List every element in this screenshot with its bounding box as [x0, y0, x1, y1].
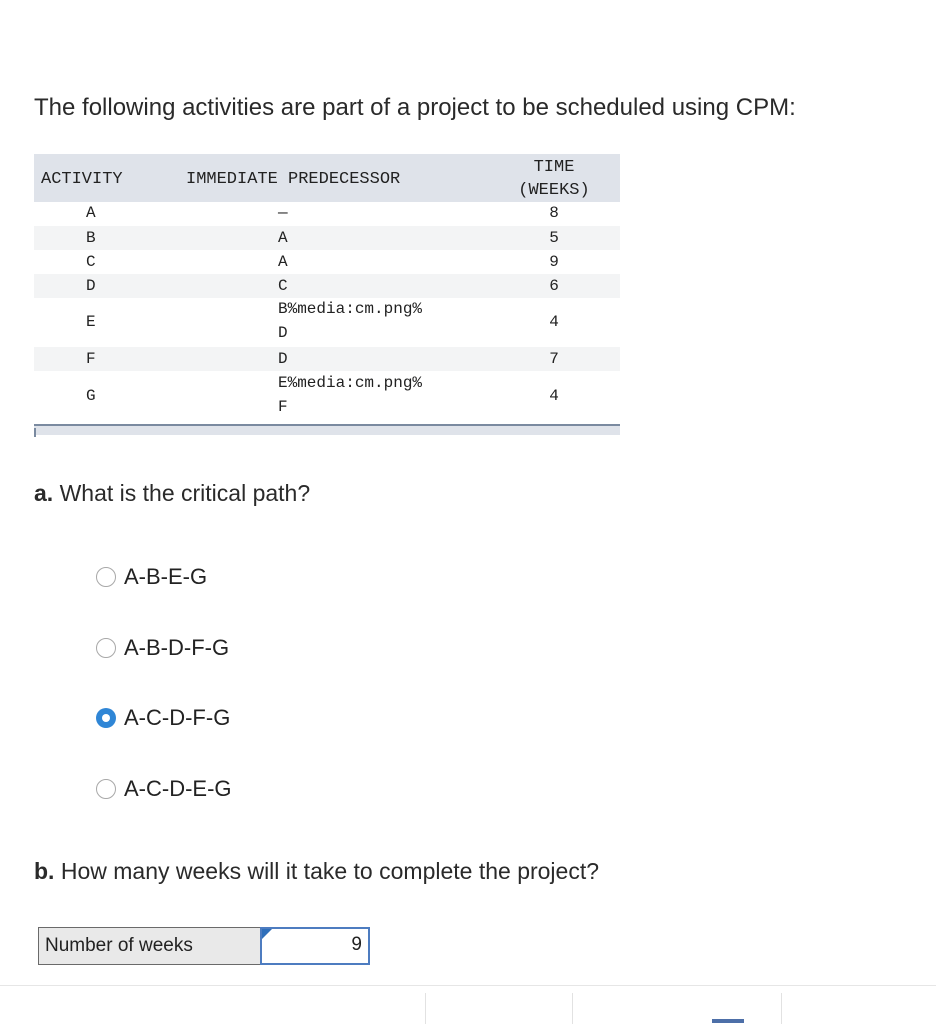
- row-time: 7: [549, 350, 559, 368]
- menu-icon[interactable]: [712, 1019, 744, 1023]
- row-predecessor-line2: F: [278, 398, 288, 416]
- header-time: [504, 156, 604, 202]
- option-label: A-B-D-F-G: [124, 635, 230, 660]
- row-predecessor: D: [278, 350, 288, 368]
- intro-text: The following activities are part of a project to be scheduled using CPM:: [34, 94, 796, 121]
- weeks-value: 9: [351, 934, 362, 955]
- header-predecessor: IMMEDIATE PREDECESSOR: [186, 170, 401, 189]
- row-activity: B: [86, 229, 96, 247]
- row-predecessor: E%media:cm.png%: [278, 374, 423, 392]
- option-label: A-B-E-G: [124, 564, 208, 589]
- table-footer: [34, 424, 620, 435]
- row-activity: E: [86, 313, 96, 331]
- bottom-separator: [781, 993, 782, 1024]
- radio-button[interactable]: [96, 567, 116, 587]
- answer-label: Number of weeks: [39, 928, 261, 964]
- row-time: 4: [549, 313, 559, 331]
- table-row: [34, 298, 620, 347]
- option-a-c-d-e-g[interactable]: [96, 776, 232, 802]
- option-label: A-C-D-E-G: [124, 776, 232, 801]
- question-b-text: How many weeks will it take to complete the project?: [54, 858, 600, 884]
- header-activity: ACTIVITY: [41, 170, 123, 189]
- row-time: 4: [549, 387, 559, 405]
- row-predecessor: A: [278, 253, 288, 271]
- table-row: [34, 274, 620, 298]
- table-row: [34, 347, 620, 371]
- option-label: A-C-D-F-G: [124, 705, 231, 730]
- row-predecessor: B%media:cm.png%: [278, 300, 423, 318]
- row-predecessor: A: [278, 229, 288, 247]
- question-a-text: What is the critical path?: [53, 480, 311, 506]
- question-b: [34, 858, 599, 885]
- radio-button[interactable]: [96, 638, 116, 658]
- header-time-line2: (WEEKS): [518, 181, 590, 200]
- table-header: [34, 154, 620, 202]
- table-row: [34, 202, 620, 226]
- activity-table: [34, 154, 620, 435]
- row-activity: A: [86, 204, 96, 222]
- header-time-line1: TIME: [533, 158, 575, 177]
- question-a-prefix: a.: [34, 480, 54, 506]
- table-row: [34, 250, 620, 274]
- row-predecessor: C: [278, 277, 288, 295]
- option-a-b-e-g[interactable]: [96, 564, 207, 590]
- option-a-c-d-f-g[interactable]: [96, 705, 230, 731]
- row-time: 8: [549, 204, 559, 222]
- row-activity: G: [86, 387, 96, 405]
- row-time: 5: [549, 229, 559, 247]
- table-footer-edge: [34, 428, 36, 437]
- row-time: 6: [549, 277, 559, 295]
- answer-row: [38, 927, 370, 965]
- table-row: [34, 371, 620, 421]
- bottom-separator: [425, 993, 426, 1024]
- radio-button-selected[interactable]: [96, 708, 116, 728]
- question-b-prefix: b.: [34, 858, 55, 884]
- weeks-input[interactable]: [260, 927, 370, 965]
- question-a: [34, 480, 310, 507]
- bottom-divider: [0, 985, 936, 986]
- bottom-separator: [572, 993, 573, 1024]
- row-predecessor: —: [278, 204, 288, 222]
- row-predecessor-line2: D: [278, 324, 288, 342]
- flag-icon: [262, 929, 272, 939]
- row-activity: D: [86, 277, 96, 295]
- row-time: 9: [549, 253, 559, 271]
- radio-button[interactable]: [96, 779, 116, 799]
- option-a-b-d-f-g[interactable]: [96, 635, 229, 661]
- table-row: [34, 226, 620, 250]
- row-activity: F: [86, 350, 96, 368]
- row-activity: C: [86, 253, 96, 271]
